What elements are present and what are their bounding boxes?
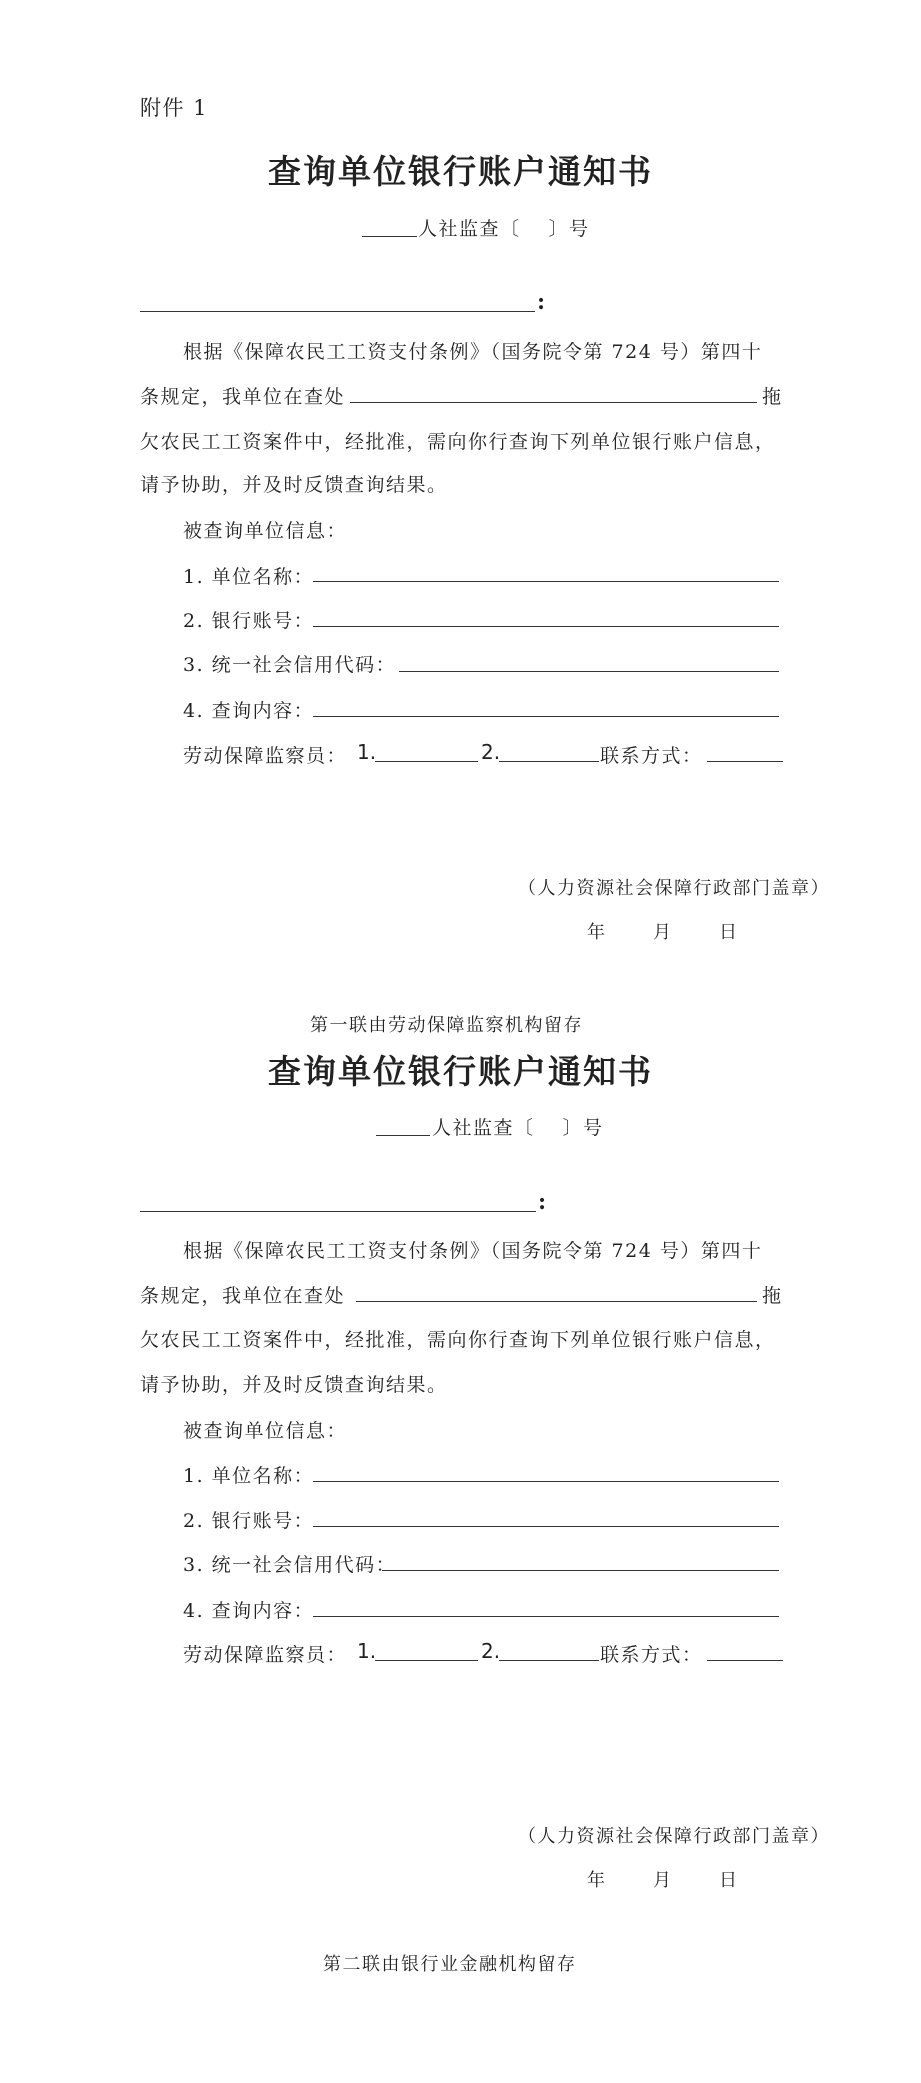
contact-label: 联系方式： [600,1644,703,1666]
attachment-label: 附件 1 [140,96,209,120]
paragraph-line: 请予协助，并及时反馈查询结果。 [140,1374,448,1396]
query-content-blank[interactable] [313,1616,779,1617]
field-label-unit-name: 1. 单位名称： [183,566,315,588]
inspector-2-label: 2. [481,740,501,764]
paragraph-line: 请予协助，并及时反馈查询结果。 [140,474,448,496]
inspector-2-label: 2. [481,1639,501,1663]
form-title: 查询单位银行账户通知书 [268,1052,653,1091]
field-label-credit-code: 3. 统一社会信用代码： [183,1554,397,1576]
inspector-1-label: 1. [357,1639,377,1663]
paragraph-line: 拖 [762,386,783,408]
doc-number-blank[interactable] [362,236,417,237]
field-label-unit-name: 1. 单位名称： [183,1465,315,1487]
paragraph-line: 条规定，我单位在查处 [140,1285,346,1307]
date-label: 年 月 日 [587,922,741,943]
paragraph-line: 条规定，我单位在查处 [140,386,346,408]
paragraph-line: 欠农民工工资案件中，经批准，需向你行查询下列单位银行账户信息， [140,1329,776,1351]
info-heading: 被查询单位信息： [183,1420,348,1442]
inspector-label: 劳动保障监察员： [183,745,348,767]
credit-code-blank[interactable] [382,1570,779,1571]
case-description-blank[interactable] [350,402,757,403]
form-title: 查询单位银行账户通知书 [268,152,653,191]
recipient-colon: : [537,289,546,315]
date-label: 年 月 日 [587,1870,741,1891]
seal-label: （人力资源社会保障行政部门盖章） [518,878,830,899]
paragraph-line: 欠农民工工资案件中，经批准，需向你行查询下列单位银行账户信息， [140,431,776,453]
contact-blank[interactable] [707,761,783,762]
contact-label: 联系方式： [600,745,703,767]
inspector-label: 劳动保障监察员： [183,1644,348,1666]
case-description-blank[interactable] [356,1301,757,1302]
doc-number-label: 人社监查〔 〕号 [432,1117,604,1139]
field-label-query-content: 4. 查询内容： [183,700,315,722]
recipient-colon: : [538,1189,547,1215]
bank-account-blank[interactable] [313,1526,779,1527]
recipient-bank-blank[interactable] [140,311,535,312]
field-label-bank-account: 2. 银行账号： [183,1510,315,1532]
recipient-bank-blank[interactable] [140,1211,536,1212]
copy-1-note: 第一联由劳动保障监察机构留存 [310,1015,583,1036]
bank-account-blank[interactable] [313,626,779,627]
query-content-blank[interactable] [313,716,779,717]
field-label-bank-account: 2. 银行账号： [183,610,315,632]
paragraph-line: 根据《保障农民工工资支付条例》（国务院令第 724 号）第四十 [183,1240,763,1262]
inspector-1-blank[interactable] [375,1660,478,1661]
field-label-query-content: 4. 查询内容： [183,1600,315,1622]
inspector-2-blank[interactable] [499,761,599,762]
unit-name-blank[interactable] [313,581,779,582]
field-label-credit-code: 3. 统一社会信用代码： [183,654,397,676]
doc-number-blank[interactable] [376,1135,430,1136]
unit-name-blank[interactable] [313,1481,779,1482]
copy-2-note: 第二联由银行业金融机构留存 [323,1954,577,1975]
seal-label: （人力资源社会保障行政部门盖章） [518,1826,830,1847]
info-heading: 被查询单位信息： [183,520,348,542]
doc-number-label: 人社监查〔 〕号 [418,218,590,240]
paragraph-line: 拖 [762,1285,783,1307]
credit-code-blank[interactable] [399,671,779,672]
contact-blank[interactable] [707,1660,783,1661]
inspector-1-blank[interactable] [375,761,478,762]
inspector-2-blank[interactable] [499,1660,599,1661]
inspector-1-label: 1. [357,740,377,764]
paragraph-line: 根据《保障农民工工资支付条例》（国务院令第 724 号）第四十 [183,341,763,363]
